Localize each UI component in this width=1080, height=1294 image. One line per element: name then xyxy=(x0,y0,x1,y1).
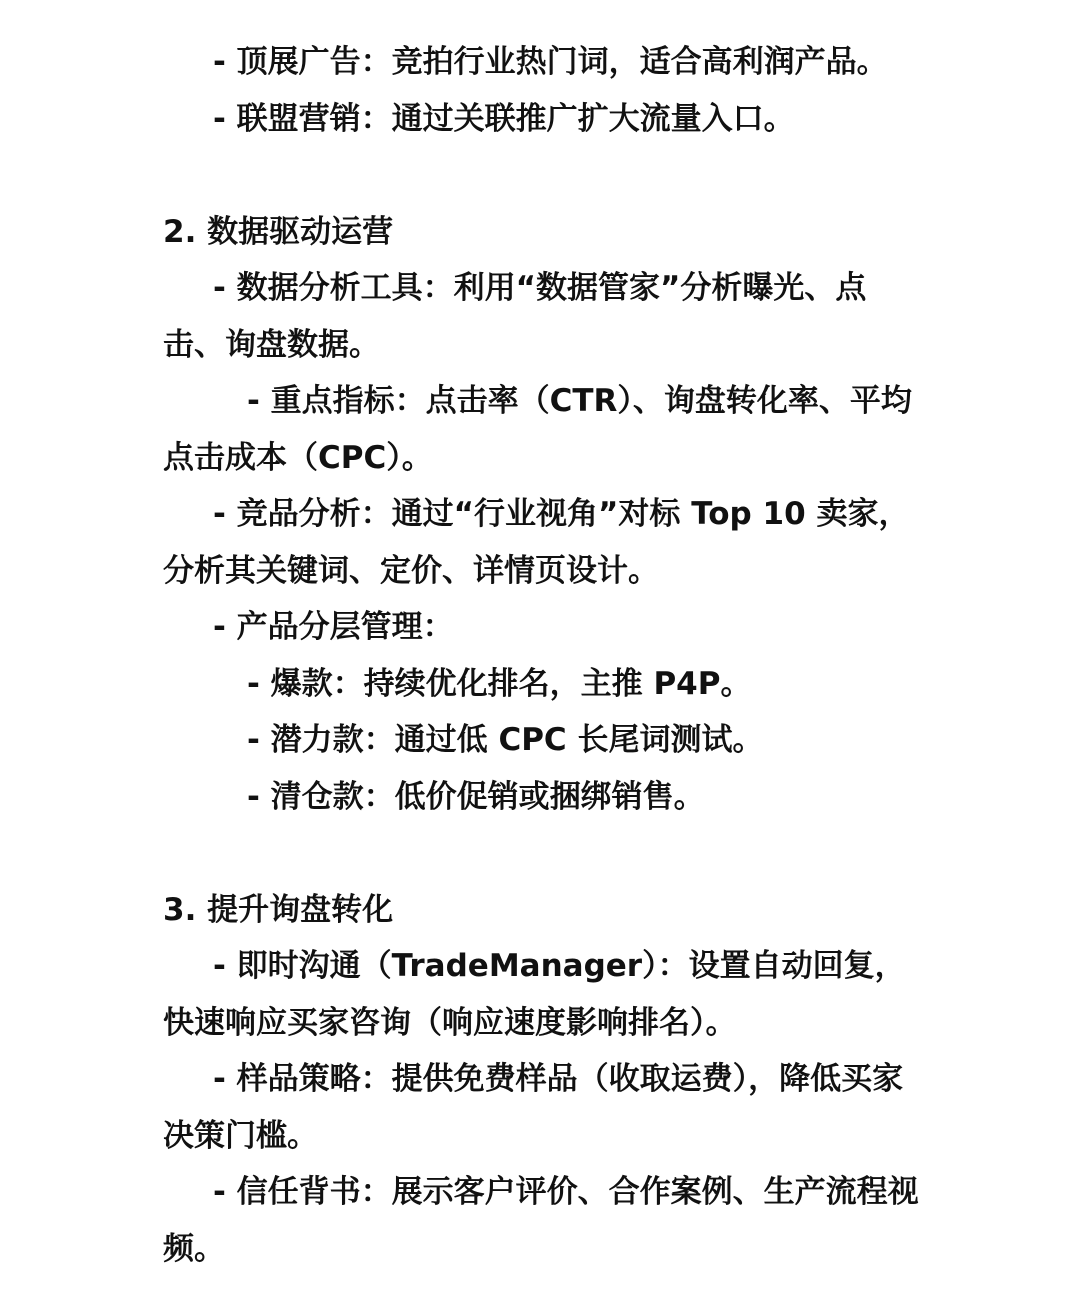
list-item-top-ads: - 顶展广告：竞拍行业热门词，适合高利润产品。 xyxy=(213,44,888,80)
list-item-sample-strategy: - 样品策略：提供免费样品（收取运费），降低买家决策门槛。 xyxy=(163,1061,904,1154)
list-item-competitor-analysis: - 竞品分析：通过“行业视角”对标 Top 10 卖家，分析其关键词、定价、详情页设计。 xyxy=(163,496,910,589)
list-item-affiliate-marketing: - 联盟营销：通过关联推广扩大流量入口。 xyxy=(213,100,795,137)
list-item-bestseller: - 爆款：持续优化排名，主推 P4P。 xyxy=(247,665,752,702)
list-item-clearance: - 清仓款：低价促销或捆绑销售。 xyxy=(247,778,705,815)
list-item-analytics-tool: - 数据分析工具：利用“数据管家”分析曝光、点击、询盘数据。 xyxy=(163,270,867,363)
document-body xyxy=(163,34,919,1277)
list-item-instant-messaging: - 即时沟通（TradeManager）：设置自动回复，快速响应买家咨询（响应速度影响排名）。 xyxy=(163,948,906,1041)
list-item-key-metrics: - 重点指标：点击率（CTR）、询盘转化率、平均点击成本（CPC）。 xyxy=(163,383,912,476)
section-heading-data-driven: 2. 数据驱动运营 xyxy=(163,213,394,250)
list-item-trust-endorsement: - 信任背书：展示客户评价、合作案例、生产流程视频。 xyxy=(163,1174,919,1267)
list-item-potential: - 潜力款：通过低 CPC 长尾词测试。 xyxy=(247,722,764,758)
list-item-product-tiering: - 产品分层管理： xyxy=(213,609,454,645)
spacer xyxy=(163,147,919,204)
section-heading-inquiry-conversion: 3. 提升询盘转化 xyxy=(163,891,394,928)
spacer xyxy=(163,825,919,882)
